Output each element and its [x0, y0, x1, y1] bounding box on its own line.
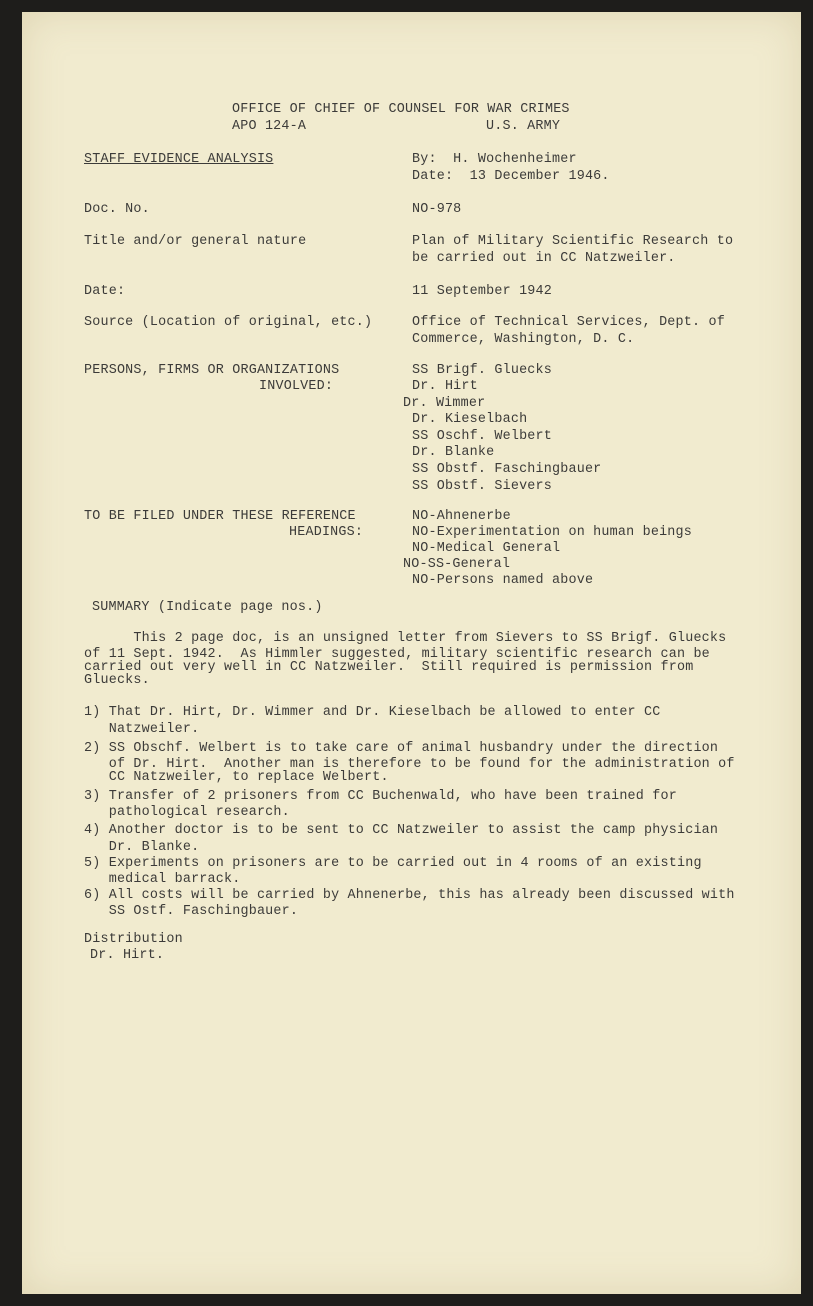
persons-label-line1: PERSONS, FIRMS OR ORGANIZATIONS	[84, 363, 340, 378]
filed-under-label-line2: HEADINGS:	[289, 525, 364, 540]
summary-item-line: 5) Experiments on prisoners are to be carried out in 4 rooms of an existing	[84, 856, 702, 871]
summary-item-line: SS Ostf. Faschingbauer.	[84, 904, 299, 919]
person-item: SS Brigf. Gluecks	[412, 363, 553, 378]
persons-label-line2: INVOLVED:	[259, 379, 334, 394]
summary-item-line: 6) All costs will be carried by Ahnenerbe, this has already been discussed with	[84, 888, 735, 903]
person-item: Dr. Wimmer	[403, 396, 486, 411]
summary-item-line: 1) That Dr. Hirt, Dr. Wimmer and Dr. Kieselbach be allowed to enter CC	[84, 705, 661, 720]
date-label: Date:	[84, 284, 126, 299]
summary-item-line: CC Natzweiler, to replace Welbert.	[84, 770, 389, 785]
summary-item-line: medical barrack.	[84, 872, 241, 887]
summary-intro-line2: of 11 Sept. 1942. As Himmler suggested, military scientific research can be	[84, 647, 710, 662]
distribution-value: Dr. Hirt.	[90, 948, 165, 963]
summary-heading: SUMMARY (Indicate page nos.)	[92, 600, 323, 615]
title-label: Title and/or general nature	[84, 234, 307, 249]
reference-heading: NO-SS-General	[403, 557, 511, 572]
summary-intro-line3: carried out very well in CC Natzweiler. Still required is permission from	[84, 660, 694, 675]
reference-heading: NO-Medical General	[412, 541, 561, 556]
date-value: 11 September 1942	[412, 284, 553, 299]
title-value-line1: Plan of Military Scientific Research to	[412, 234, 734, 249]
doc-no-label: Doc. No.	[84, 202, 150, 217]
source-value-line2: Commerce, Washington, D. C.	[412, 332, 635, 347]
summary-item-line: of Dr. Hirt. Another man is therefore to be found for the administration of	[84, 757, 735, 772]
person-item: SS Obstf. Faschingbauer	[412, 462, 602, 477]
summary-item-line: 4) Another doctor is to be sent to CC Natzweiler to assist the camp physician	[84, 823, 719, 838]
army-label: U.S. ARMY	[486, 119, 561, 134]
staff-evidence-analysis-title: STAFF EVIDENCE ANALYSIS	[84, 152, 274, 167]
source-value-line1: Office of Technical Services, Dept. of	[412, 315, 725, 330]
document-page	[22, 12, 801, 1294]
summary-item-line: Natzweiler.	[84, 722, 200, 737]
summary-item-line: pathological research.	[84, 805, 290, 820]
filed-under-label-line1: TO BE FILED UNDER THESE REFERENCE	[84, 509, 356, 524]
person-item: Dr. Blanke	[412, 445, 495, 460]
summary-item-line: 2) SS Obschf. Welbert is to take care of animal husbandry under the direction	[84, 741, 719, 756]
person-item: Dr. Hirt	[412, 379, 478, 394]
summary-item-line: 3) Transfer of 2 prisoners from CC Buchenwald, who have been trained for	[84, 789, 677, 804]
analysis-date: Date: 13 December 1946.	[412, 169, 610, 184]
person-item: SS Obstf. Sievers	[412, 479, 553, 494]
person-item: Dr. Kieselbach	[412, 412, 528, 427]
summary-item-line: Dr. Blanke.	[84, 840, 200, 855]
reference-heading: NO-Experimentation on human beings	[412, 525, 693, 540]
apo-number: APO 124-A	[232, 119, 307, 134]
reference-heading: NO-Ahnenerbe	[412, 509, 511, 524]
summary-intro-line1: This 2 page doc, is an unsigned letter from Sievers to SS Brigf. Gluecks	[84, 631, 727, 646]
distribution-label: Distribution	[84, 932, 183, 947]
person-item: SS Oschf. Welbert	[412, 429, 553, 444]
summary-intro-line4: Gluecks.	[84, 673, 150, 688]
analyst-by: By: H. Wochenheimer	[412, 152, 577, 167]
reference-heading: NO-Persons named above	[412, 573, 594, 588]
source-label: Source (Location of original, etc.)	[84, 315, 373, 330]
title-value-line2: be carried out in CC Natzweiler.	[412, 251, 676, 266]
doc-no-value: NO-978	[412, 202, 462, 217]
office-title: OFFICE OF CHIEF OF COUNSEL FOR WAR CRIMES	[232, 102, 570, 117]
